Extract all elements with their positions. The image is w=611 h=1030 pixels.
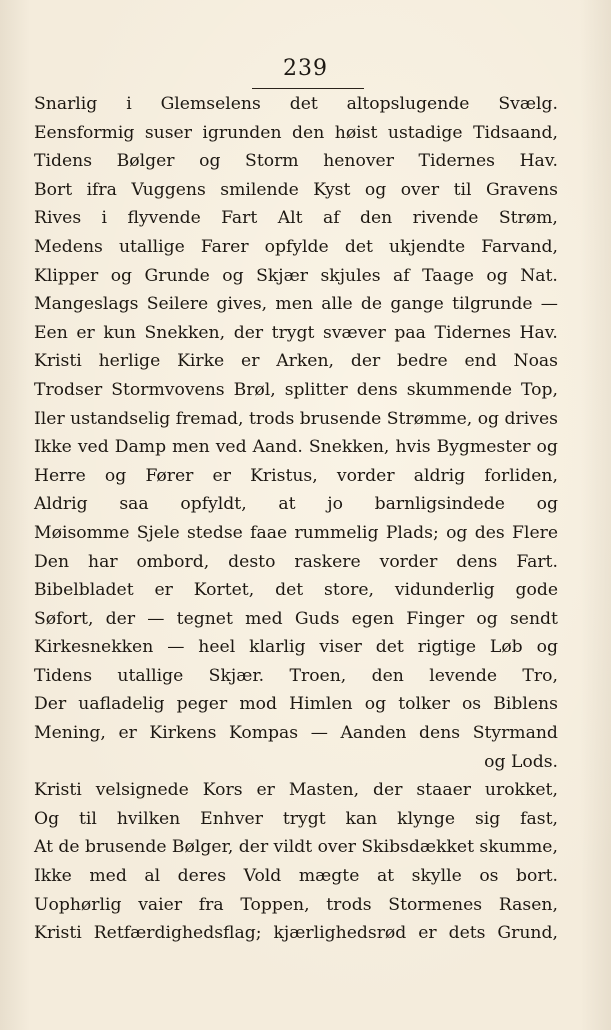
text-line: Bort ifra Vuggens smilende Kyst og over til Gravens <box>34 179 558 200</box>
text-line: Kristi Retfærdighedsflag; kjærlighedsrød er dets Grund, <box>34 923 558 944</box>
text-line: Mangeslags Seilere gives, men alle de gange tilgrunde — <box>34 294 558 315</box>
text-line: Kirkesnekken — heel klarlig viser det rigtige Løb og <box>34 637 558 658</box>
page-number: 239 <box>283 56 328 81</box>
text-line: Iler ustandselig fremad, trods brusende Strømme, og drives <box>34 408 558 429</box>
text-line: Een er kun Snekken, der trygt svæver paa Tidernes Hav. <box>34 322 558 343</box>
text-line: Og til hvilken Enhver trygt kan klynge sig fast, <box>34 808 558 829</box>
text-line: Eensformig suser igrunden den høist ustadige Tidsaand, <box>34 122 558 143</box>
text-line: Herre og Fører er Kristus, vorder aldrig forliden, <box>34 465 558 486</box>
text-line: Den har ombord, desto raskere vorder dens Fart. <box>34 551 558 572</box>
text-line: Medens utallige Farer opfylde det ukjendte Farvand, <box>34 236 558 257</box>
text-line: Kristi velsignede Kors er Masten, der staaer urokket, <box>34 780 558 801</box>
text-line: Mening, er Kirkens Kompas — Aanden dens Styrmand <box>34 723 558 744</box>
text-line: Aldrig saa opfyldt, at jo barnligsindede og <box>34 494 558 515</box>
text-line: Bibelbladet er Kortet, det store, vidunderlig gode <box>34 580 558 601</box>
poem-text <box>34 90 558 948</box>
text-line: Snarlig i Glemselens det altopslugende Svælg. <box>34 94 558 114</box>
text-line: At de brusende Bølger, der vildt over Skibsdækket skumme, <box>34 837 558 858</box>
text-line: Søfort, der — tegnet med Guds egen Finger og sendt <box>34 608 558 629</box>
text-line: Der uafladelig peger mod Himlen og tolker os Biblens <box>34 694 558 715</box>
text-line: Trodser Stormvovens Brøl, splitter dens skummende Top, <box>34 379 558 400</box>
text-line: Tidens utallige Skjær. Troen, den levende Tro, <box>34 665 558 686</box>
text-line-continuation: og Lods. <box>484 751 558 772</box>
text-line: Ikke ved Damp men ved Aand. Snekken, hvis Bygmester og <box>34 437 558 458</box>
text-line: Rives i flyvende Fart Alt af den rivende Strøm, <box>34 208 558 229</box>
text-line: Uophørlig vaier fra Toppen, trods Stormenes Rasen, <box>34 894 558 915</box>
header-rule <box>252 88 364 89</box>
text-line: Møisomme Sjele stedse faae rummelig Plads; og des Flere <box>34 522 558 543</box>
text-line: Kristi herlige Kirke er Arken, der bedre end Noas <box>34 351 558 372</box>
text-line: Ikke med al deres Vold mægte at skylle os bort. <box>34 866 558 887</box>
text-line: Tidens Bølger og Storm henover Tidernes Hav. <box>34 151 558 172</box>
text-line: Klipper og Grunde og Skjær skjules af Taage og Nat. <box>34 265 558 286</box>
